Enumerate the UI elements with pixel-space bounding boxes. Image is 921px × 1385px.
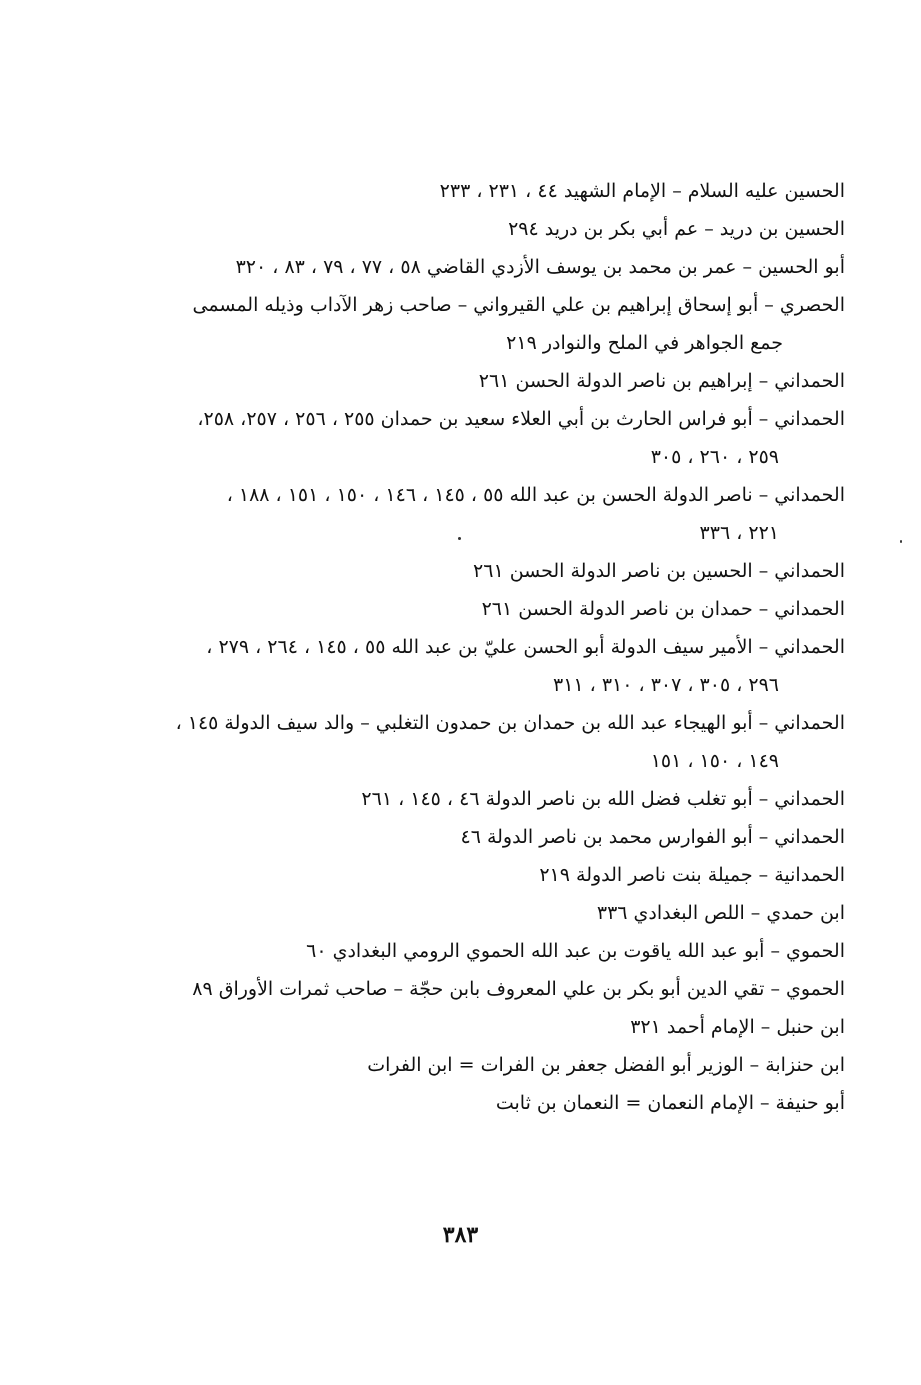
index-entry-line: ابن حنبل – الإمام أحمد ٣٢١: [630, 1016, 845, 1038]
index-entry-line: أبو حنيفة – الإمام النعمان = النعمان بن ثابت: [495, 1092, 845, 1114]
index-entry-line: الحمداني – الأمير سيف الدولة أبو الحسن عليّ بن عبد الله ٥٥ ، ١٤٥ ، ٢٦٤ ، ٢٧٩ ،: [206, 636, 845, 658]
index-entry-continuation: ٢٥٩ ، ٢٦٠ ، ٣٠٥: [650, 446, 779, 468]
index-entry-line: الحموي – تقي الدين أبو بكر بن علي المعروف بابن حجّة – صاحب ثمرات الأوراق ٨٩: [192, 978, 845, 1000]
index-entry-line: الحسين بن دريد – عم أبي بكر بن دريد ٢٩٤: [508, 218, 845, 240]
index-entry-line: الحمداني – إبراهيم بن ناصر الدولة الحسن ٢٦١: [478, 370, 845, 392]
index-entry-line: أبو الحسين – عمر بن محمد بن يوسف الأزدي القاضي ٥٨ ، ٧٧ ، ٧٩ ، ٨٣ ، ٣٢٠: [235, 256, 845, 278]
index-entry-continuation: جمع الجواهر في الملح والنوادر ٢١٩: [506, 332, 783, 354]
index-entry-line: الحصري – أبو إسحاق إبراهيم بن علي القيرواني – صاحب زهر الآداب وذيله المسمى: [192, 294, 845, 316]
index-entry-continuation: ١٤٩ ، ١٥٠ ، ١٥١: [650, 750, 779, 772]
index-entry-continuation: ٢٩٦ ، ٣٠٥ ، ٣٠٧ ، ٣١٠ ، ٣١١: [553, 674, 779, 696]
index-entry-continuation: ٢٢١ ، ٣٣٦: [699, 522, 779, 544]
index-entry-line: الحمداني – أبو فراس الحارث بن أبي العلاء سعيد بن حمدان ٢٥٥ ، ٢٥٦ ، ٢٥٧، ٢٥٨،: [197, 408, 845, 430]
scan-speck: [900, 540, 902, 543]
index-entries: [150, 172, 845, 1122]
index-entry-line: الحمداني – الحسين بن ناصر الدولة الحسن ٢٦١: [473, 560, 845, 582]
index-entry-line: الحموي – أبو عبد الله ياقوت بن عبد الله الحموي الرومي البغدادي ٦٠: [306, 940, 845, 962]
index-entry-line: الحمدانية – جميلة بنت ناصر الدولة ٢١٩: [539, 864, 845, 886]
index-entry-line: ابن حنزابة – الوزير أبو الفضل جعفر بن الفرات = ابن الفرات: [367, 1054, 845, 1076]
index-entry-line: الحسين عليه السلام – الإمام الشهيد ٤٤ ، ٢٣١ ، ٢٣٣: [439, 180, 845, 202]
index-entry-line: الحمداني – حمدان بن ناصر الدولة الحسن ٢٦١: [481, 598, 845, 620]
index-entry-line: الحمداني – أبو تغلب فضل الله بن ناصر الدولة ٤٦ ، ١٤٥ ، ٢٦١: [361, 788, 845, 810]
page-number: ٣٨٣: [442, 1222, 479, 1248]
index-entry-line: الحمداني – أبو الهيجاء عبد الله بن حمدان بن حمدون التغلبي – والد سيف الدولة ١٤٥ ،: [175, 712, 845, 734]
index-entry-line: الحمداني – ناصر الدولة الحسن بن عبد الله ٥٥ ، ١٤٥ ، ١٤٦ ، ١٥٠ ، ١٥١ ، ١٨٨ ،: [226, 484, 845, 506]
index-entry-line: ابن حمدي – اللص البغدادي ٣٣٦: [596, 902, 845, 924]
scan-speck: [458, 537, 461, 540]
index-entry-line: الحمداني – أبو الفوارس محمد بن ناصر الدولة ٤٦: [460, 826, 845, 848]
